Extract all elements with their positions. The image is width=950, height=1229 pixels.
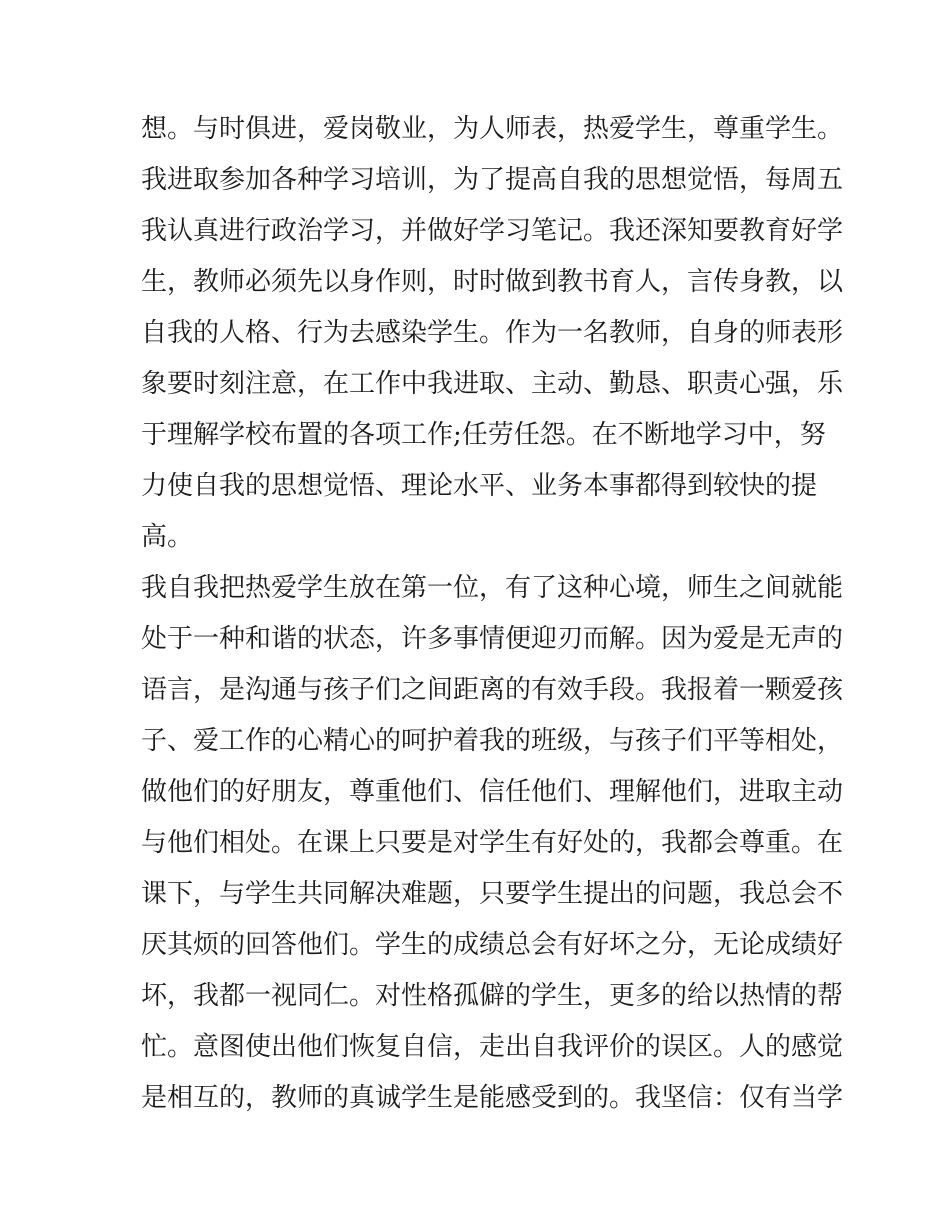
text-line: 象要时刻注意，在工作中我进取、主动、勤恳、职责心强，乐	[141, 369, 844, 399]
text-line: 于理解学校布置的各项工作;任劳任怨。在不断地学习中，努	[141, 420, 826, 450]
text-line: 是相互的，教师的真诚学生是能感受到的。我坚信：仅有当学	[141, 1083, 844, 1113]
text-line: 我进取参加各种学习培训，为了提高自我的思想觉悟，每周五	[141, 165, 844, 195]
text-line: 做他们的好朋友，尊重他们、信任他们、理解他们，进取主动	[141, 777, 844, 807]
text-line: 坏，我都一视同仁。对性格孤僻的学生，更多的给以热情的帮	[141, 981, 844, 1011]
text-line: 处于一种和谐的状态，许多事情便迎刃而解。因为爱是无声的	[141, 624, 844, 654]
text-line: 生，教师必须先以身作则，时时做到教书育人，言传身教，以	[141, 267, 844, 297]
text-line: 力使自我的思想觉悟、理论水平、业务本事都得到较快的提	[141, 471, 818, 501]
body-text	[141, 104, 844, 1124]
text-line: 我认真进行政治学习，并做好学习笔记。我还深知要教育好学	[141, 216, 844, 246]
text-line: 忙。意图使出他们恢复自信，走出自我评价的误区。人的感觉	[141, 1032, 844, 1062]
text-line: 想。与时俱进，爱岗敬业，为人师表，热爱学生，尊重学生。	[141, 114, 844, 144]
text-line: 我自我把热爱学生放在第一位，有了这种心境，师生之间就能	[141, 573, 844, 603]
text-line: 子、爱工作的心精心的呵护着我的班级，与孩子们平等相处，	[141, 726, 844, 756]
text-line: 课下，与学生共同解决难题，只要学生提出的问题，我总会不	[141, 879, 844, 909]
text-line: 与他们相处。在课上只要是对学生有好处的，我都会尊重。在	[141, 828, 844, 858]
text-line: 自我的人格、行为去感染学生。作为一名教师，自身的师表形	[141, 318, 844, 348]
text-line: 高。	[141, 522, 194, 552]
text-line: 厌其烦的回答他们。学生的成绩总会有好坏之分，无论成绩好	[141, 930, 844, 960]
text-line: 语言，是沟通与孩子们之间距离的有效手段。我报着一颗爱孩	[141, 675, 844, 705]
